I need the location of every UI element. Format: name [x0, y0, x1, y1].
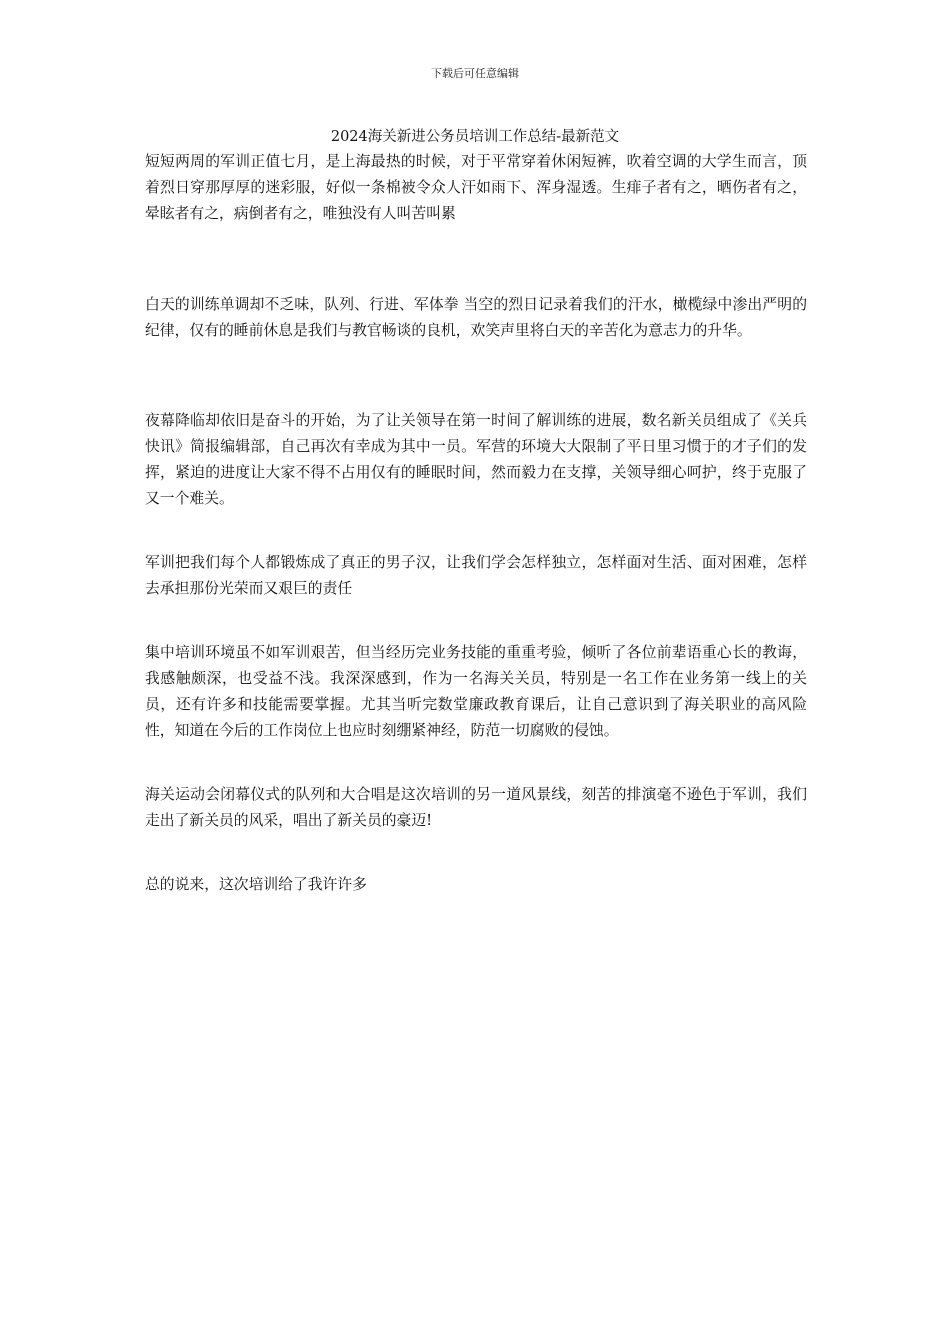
paragraph-6: 海关运动会闭幕仪式的队列和大合唱是这次培训的另一道风景线，刻苦的排演毫不逊色于军训，我们走出了新关员的风采，唱出了新关员的豪迈! [145, 786, 807, 829]
document-title: 2024海关新进公务员培训工作总结-最新范文 [330, 129, 620, 145]
paragraph-7: 总的说来，这次培训给了我许许多 [145, 876, 367, 893]
paragraph-3: 夜幕降临却依旧是奋斗的开始，为了让关领导在第一时间了解训练的进展，数名新关员组成了《关兵快讯》简报编辑部，自己再次有幸成为其中一员。军营的环境大大限制了平日里习惯于的才子们的发挥，紧迫的进度让大家不得不占用仅有的睡眠时间，然而毅力在支撑，关领导细心呵护，终于克服了又一个难关。 [145, 412, 807, 507]
paragraph-5: 集中培训环境虽不如军训艰苦，但当经历完业务技能的重重考验，倾听了各位前辈语重心长的教诲，我感触颇深，也受益不浅。我深深感到，作为一名海关关员，特别是一名工作在业务第一线上的关员，还有许多和技能需要掌握。尤其当听完数堂廉政教育课后，让自己意识到了海关职业的高风险性，知道在今后的工作岗位上也应时刻绷紧神经，防范一切腐败的侵蚀。 [145, 644, 807, 739]
header-note: 下载后可任意编辑 [431, 67, 519, 80]
paragraph-1: 短短两周的军训正值七月，是上海最热的时候，对于平常穿着休闲短裤，吹着空调的大学生而言，顶着烈日穿那厚厚的迷彩服，好似一条棉被令众人汗如雨下、浑身湿透。生痱子者有之，晒伤者有之，晕眩者有之，病倒者有之，唯独没有人叫苦叫累 [145, 153, 807, 222]
paragraph-2: 白天的训练单调却不乏味，队列、行进、军体拳 当空的烈日记录着我们的汗水，橄榄绿中渗出严明的纪律，仅有的睡前休息是我们与教官畅谈的良机，欢笑声里将白天的辛苦化为意志力的升华。 [145, 296, 807, 339]
paragraph-4: 军训把我们每个人都锻炼成了真正的男子汉，让我们学会怎样独立，怎样面对生活、面对困难，怎样去承担那份光荣而又艰巨的责任 [145, 554, 807, 597]
document-body [145, 149, 807, 898]
